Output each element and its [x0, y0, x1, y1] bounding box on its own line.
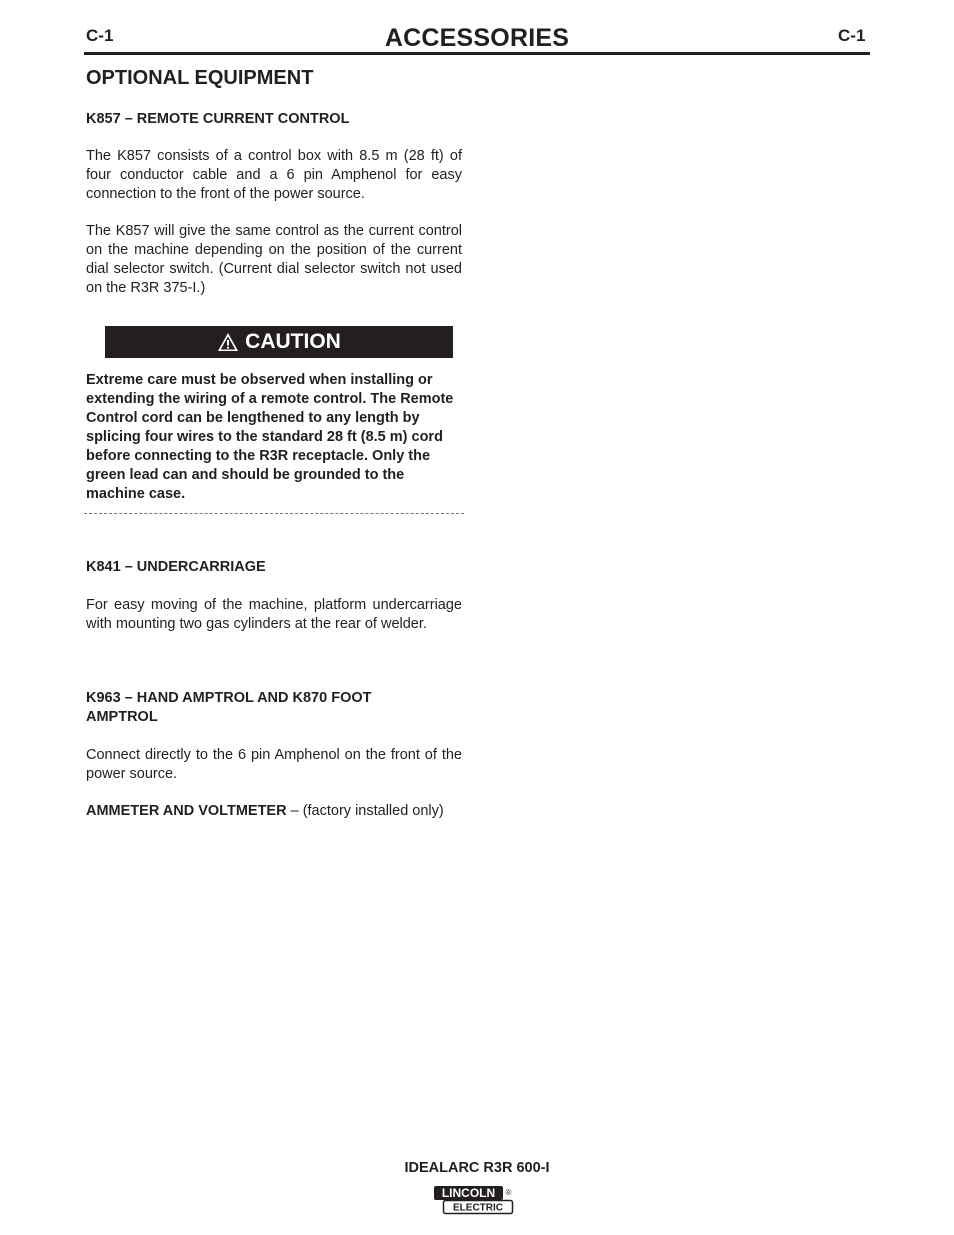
k841-paragraph: For easy moving of the machine, platform undercarriage with mounting two gas cylinders at the rear of welder. [86, 597, 462, 632]
section-title: OPTIONAL EQUIPMENT [86, 67, 314, 89]
caution-banner [105, 326, 453, 358]
k857-paragraph-2: The K857 will give the same control as the current control on the machine depending on the position of the current dial selector switch. (Current dial selector switch not used on the R3R 375-I.) [86, 223, 462, 296]
page-title: ACCESSORIES [384, 24, 570, 52]
lincoln-electric-logo [433, 1185, 515, 1215]
svg-text:ELECTRIC: ELECTRIC [453, 1202, 503, 1214]
meters-paragraph [86, 802, 462, 821]
k841-heading: K841 – UNDERCARRIAGE [86, 559, 266, 575]
k963-paragraph: Connect directly to the 6 pin Amphenol on the front of the power source. [86, 747, 462, 782]
svg-text:LINCOLN: LINCOLN [441, 1186, 496, 1200]
page-number-right: C-1 [838, 26, 866, 45]
caution-text: Extreme care must be observed when installing or extending the wiring of a remote control. The Remote Control cord can be lengthened to any length by splicing four wires to the standard 28 ft (8.5 m) cord before connecting to the R3R receptacle. Only the green lead can and should be grounded to the machine case. [86, 372, 454, 502]
meters-label: AMMETER AND VOLTMETER [86, 803, 287, 819]
page-number-left: C-1 [86, 26, 114, 45]
footer-model-name: IDEALARC R3R 600-I [404, 1160, 550, 1176]
k857-paragraph-1: The K857 consists of a control box with 8.5 m (28 ft) of four conductor cable and a 6 pin Amphenol for easy connection to the front of the power source. [86, 148, 462, 202]
k963-heading: K963 – HAND AMPTROL AND K870 FOOT AMPTROL [86, 690, 372, 725]
meters-note: – (factory installed only) [286, 803, 444, 819]
header-rule [84, 52, 870, 55]
warning-triangle-icon [217, 332, 239, 352]
svg-text:®: ® [505, 1188, 512, 1197]
k857-heading: K857 – REMOTE CURRENT CONTROL [86, 111, 350, 127]
caution-label: CAUTION [245, 330, 341, 353]
section-divider [84, 513, 464, 514]
